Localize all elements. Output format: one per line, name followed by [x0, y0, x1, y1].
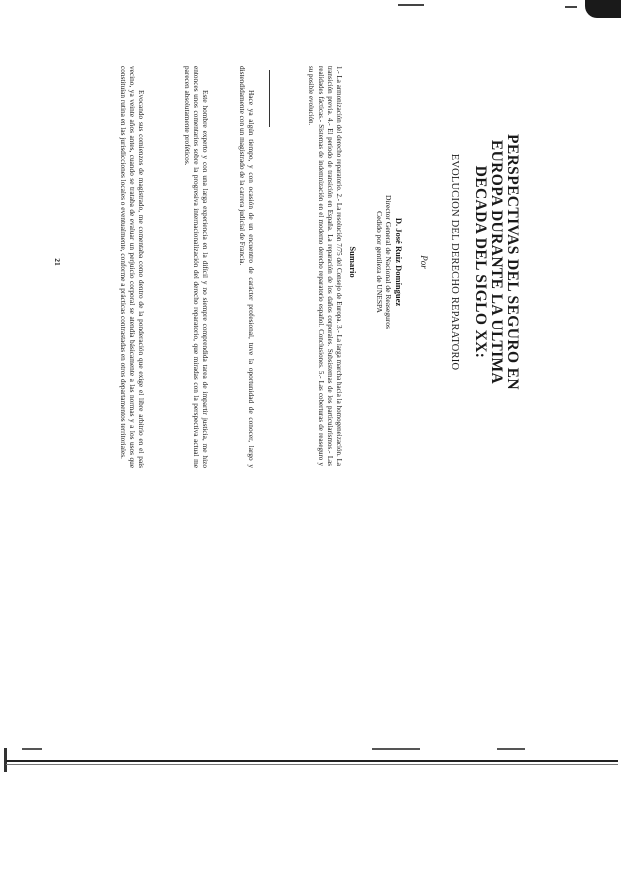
- title-line: DECADA DEL SIGLO XX:: [472, 165, 489, 359]
- scan-artifact-corner: [585, 0, 621, 18]
- scan-artifact-page-edge: [6, 760, 618, 762]
- page-number: 21: [53, 258, 62, 266]
- scan-artifact-page-edge: [6, 764, 618, 765]
- article-title: [472, 62, 520, 462]
- author-credit: Cedido por gentileza de UNESPA: [375, 211, 384, 313]
- section-divider: [269, 70, 270, 127]
- author-affiliation: Director General de Nacional de Reaseguros: [384, 195, 393, 329]
- scan-artifact-mark: [497, 748, 525, 750]
- author-name: D. José Ruiz Domínguez: [394, 217, 404, 307]
- title-line: EUROPA DURANTE LA ULTIMA: [488, 139, 505, 385]
- body-paragraph: Evocando sus comienzos de magistrado, me comentaba como dentro de la ponderación que exige el libre arbitrio en el país vecino, ya veinte años antes, cuando se trataba de evaluar un perjuicio corporal se atendía básicamente a las normas y a los usos que constituían rutina en las jurisdicciones locales o eventualmente, conforme a prácticas contrastadas en otros departamentos territoriales.: [118, 66, 146, 468]
- scan-artifact-mark: [565, 6, 577, 8]
- summary-heading: Sumario: [348, 246, 358, 278]
- scan-artifact-mark: [22, 748, 42, 750]
- rotated-page: [53, 62, 521, 468]
- title-line: PERSPECTIVAS DEL SEGURO EN: [504, 133, 521, 391]
- body-paragraph: Este hombre experto y con una larga experiencia en la difícil y no siempre comprendida tarea de impartir justicia, me hizo entonces unos comentarios sobre la progresiva internacionalización del derecho reparatorio, que miradas con la perspectiva actual me parecen absolutamente proféticos.: [182, 66, 210, 468]
- article-subtitle: EVOLUCION DEL DERECHO REPARATORIO: [449, 153, 460, 371]
- scan-artifact-mark: [398, 4, 424, 6]
- body-paragraph: Hace ya algún tiempo, y con ocasión de un encuentro de carácter profesional, tuve la oportunidad de conocer, largo y distendidamente con un magistrado de la carrera judicial de Francia.: [237, 66, 256, 468]
- scan-artifact-mark: [372, 748, 420, 750]
- by-label: Por: [419, 255, 429, 269]
- summary-text: 1.- La armonización del derecho reparatorio. 2.- La resolución 7/75 del Consejo de Europa. 3.- La larga marcha hacia la homogeneización. La transición previa. 4.- El periodo de transición en España. La reparación de los daños corporales. Subsistemas de los particularismos.- Las realidades fácticas.- Sistemas de indemnización en el moderno derecho reparatorio español. Conclusiones. 5.- Las coberturas de reaseguro y su posible evolución.: [307, 66, 343, 466]
